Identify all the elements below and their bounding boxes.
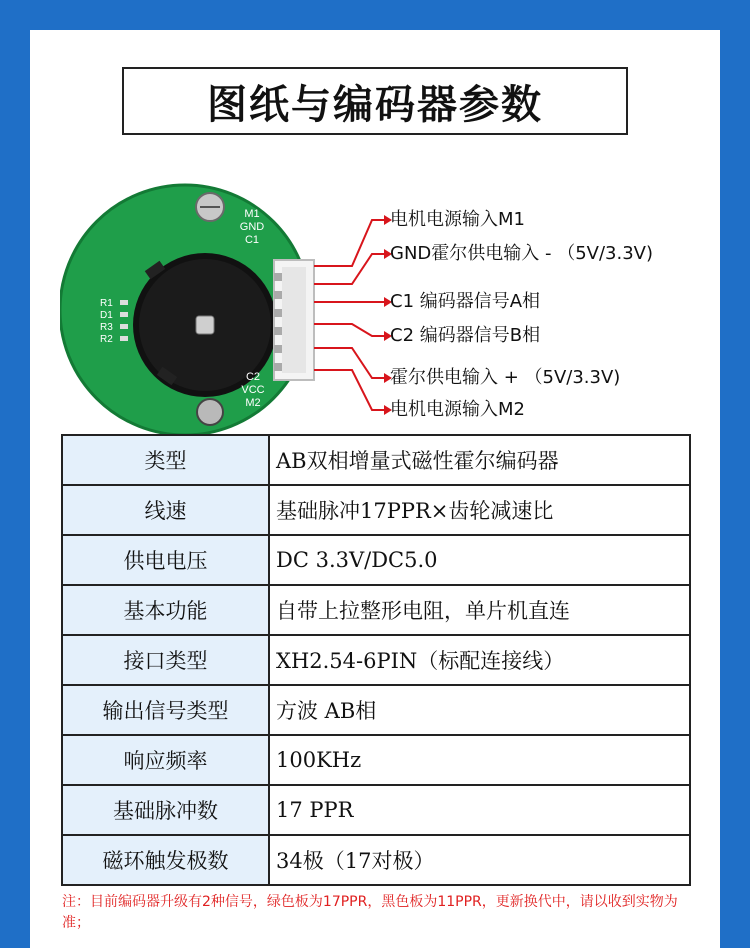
pcb-label-gnd: GND xyxy=(239,221,265,233)
pin-label-c1: C1 编码器信号A相 xyxy=(390,291,541,312)
table-row xyxy=(62,635,690,685)
pcb-label-vcc: VCC xyxy=(241,384,265,396)
motor-shaft xyxy=(196,316,214,334)
table-row xyxy=(62,685,690,735)
spec-value: AB双相增量式磁性霍尔编码器 xyxy=(269,435,690,485)
spec-key: 基础脉冲数 xyxy=(62,785,269,835)
title-box xyxy=(122,67,628,135)
table-row xyxy=(62,585,690,635)
spec-key: 响应频率 xyxy=(62,735,269,785)
table-row xyxy=(62,785,690,835)
pin-label-vcc: 霍尔供电输入 + （5V/3.3V) xyxy=(390,367,621,388)
table-row xyxy=(62,735,690,785)
content-card xyxy=(30,30,720,948)
pcb-label-r1: R1 xyxy=(100,298,113,309)
spec-value: XH2.54-6PIN（标配连接线） xyxy=(269,635,690,685)
spec-value: 17 PPR xyxy=(269,785,690,835)
pin-label-c2: C2 编码器信号B相 xyxy=(390,325,541,346)
pcb-label-r3: R3 xyxy=(100,322,113,333)
pcb-label-d1: D1 xyxy=(100,310,113,321)
spec-key: 类型 xyxy=(62,435,269,485)
table-row xyxy=(62,435,690,485)
footnote: 注：目前编码器升级有2种信号，绿色板为17PPR，黑色板为11PPR，更新换代中，请以收到实物为准； xyxy=(62,894,678,931)
pin-arrows xyxy=(312,200,392,420)
spec-value: 34极（17对极） xyxy=(269,835,690,885)
spec-key: 磁环触发极数 xyxy=(62,835,269,885)
bottom-screw-icon xyxy=(197,399,223,425)
pcb-label-m2: M2 xyxy=(245,397,261,409)
pcb-label-m1: M1 xyxy=(244,208,260,220)
spec-table xyxy=(61,434,691,886)
spec-key: 接口类型 xyxy=(62,635,269,685)
spec-value: 基础脉冲17PPR×齿轮减速比 xyxy=(269,485,690,535)
spec-value: 100KHz xyxy=(269,735,690,785)
spec-value: 方波 AB相 xyxy=(269,685,690,735)
spec-key: 供电电压 xyxy=(62,535,269,585)
page-title: 图纸与编码器参数 xyxy=(207,81,543,128)
pcb-label-c1: C1 xyxy=(244,234,260,246)
spec-value: 自带上拉整形电阻，单片机直连 xyxy=(269,585,690,635)
spec-key: 基本功能 xyxy=(62,585,269,635)
pin-label-m1: 电机电源输入M1 xyxy=(390,209,525,230)
table-row xyxy=(62,485,690,535)
spec-key: 线速 xyxy=(62,485,269,535)
pcb-label-r2: R2 xyxy=(100,334,113,345)
pin-label-m2: 电机电源输入M2 xyxy=(390,399,525,420)
table-row xyxy=(62,535,690,585)
table-row xyxy=(62,835,690,885)
spec-key: 输出信号类型 xyxy=(62,685,269,735)
pin-label-gnd: GND霍尔供电输入 - （5V/3.3V) xyxy=(390,243,654,264)
spec-value: DC 3.3V/DC5.0 xyxy=(269,535,690,585)
pcb-label-c2: C2 xyxy=(245,371,261,383)
